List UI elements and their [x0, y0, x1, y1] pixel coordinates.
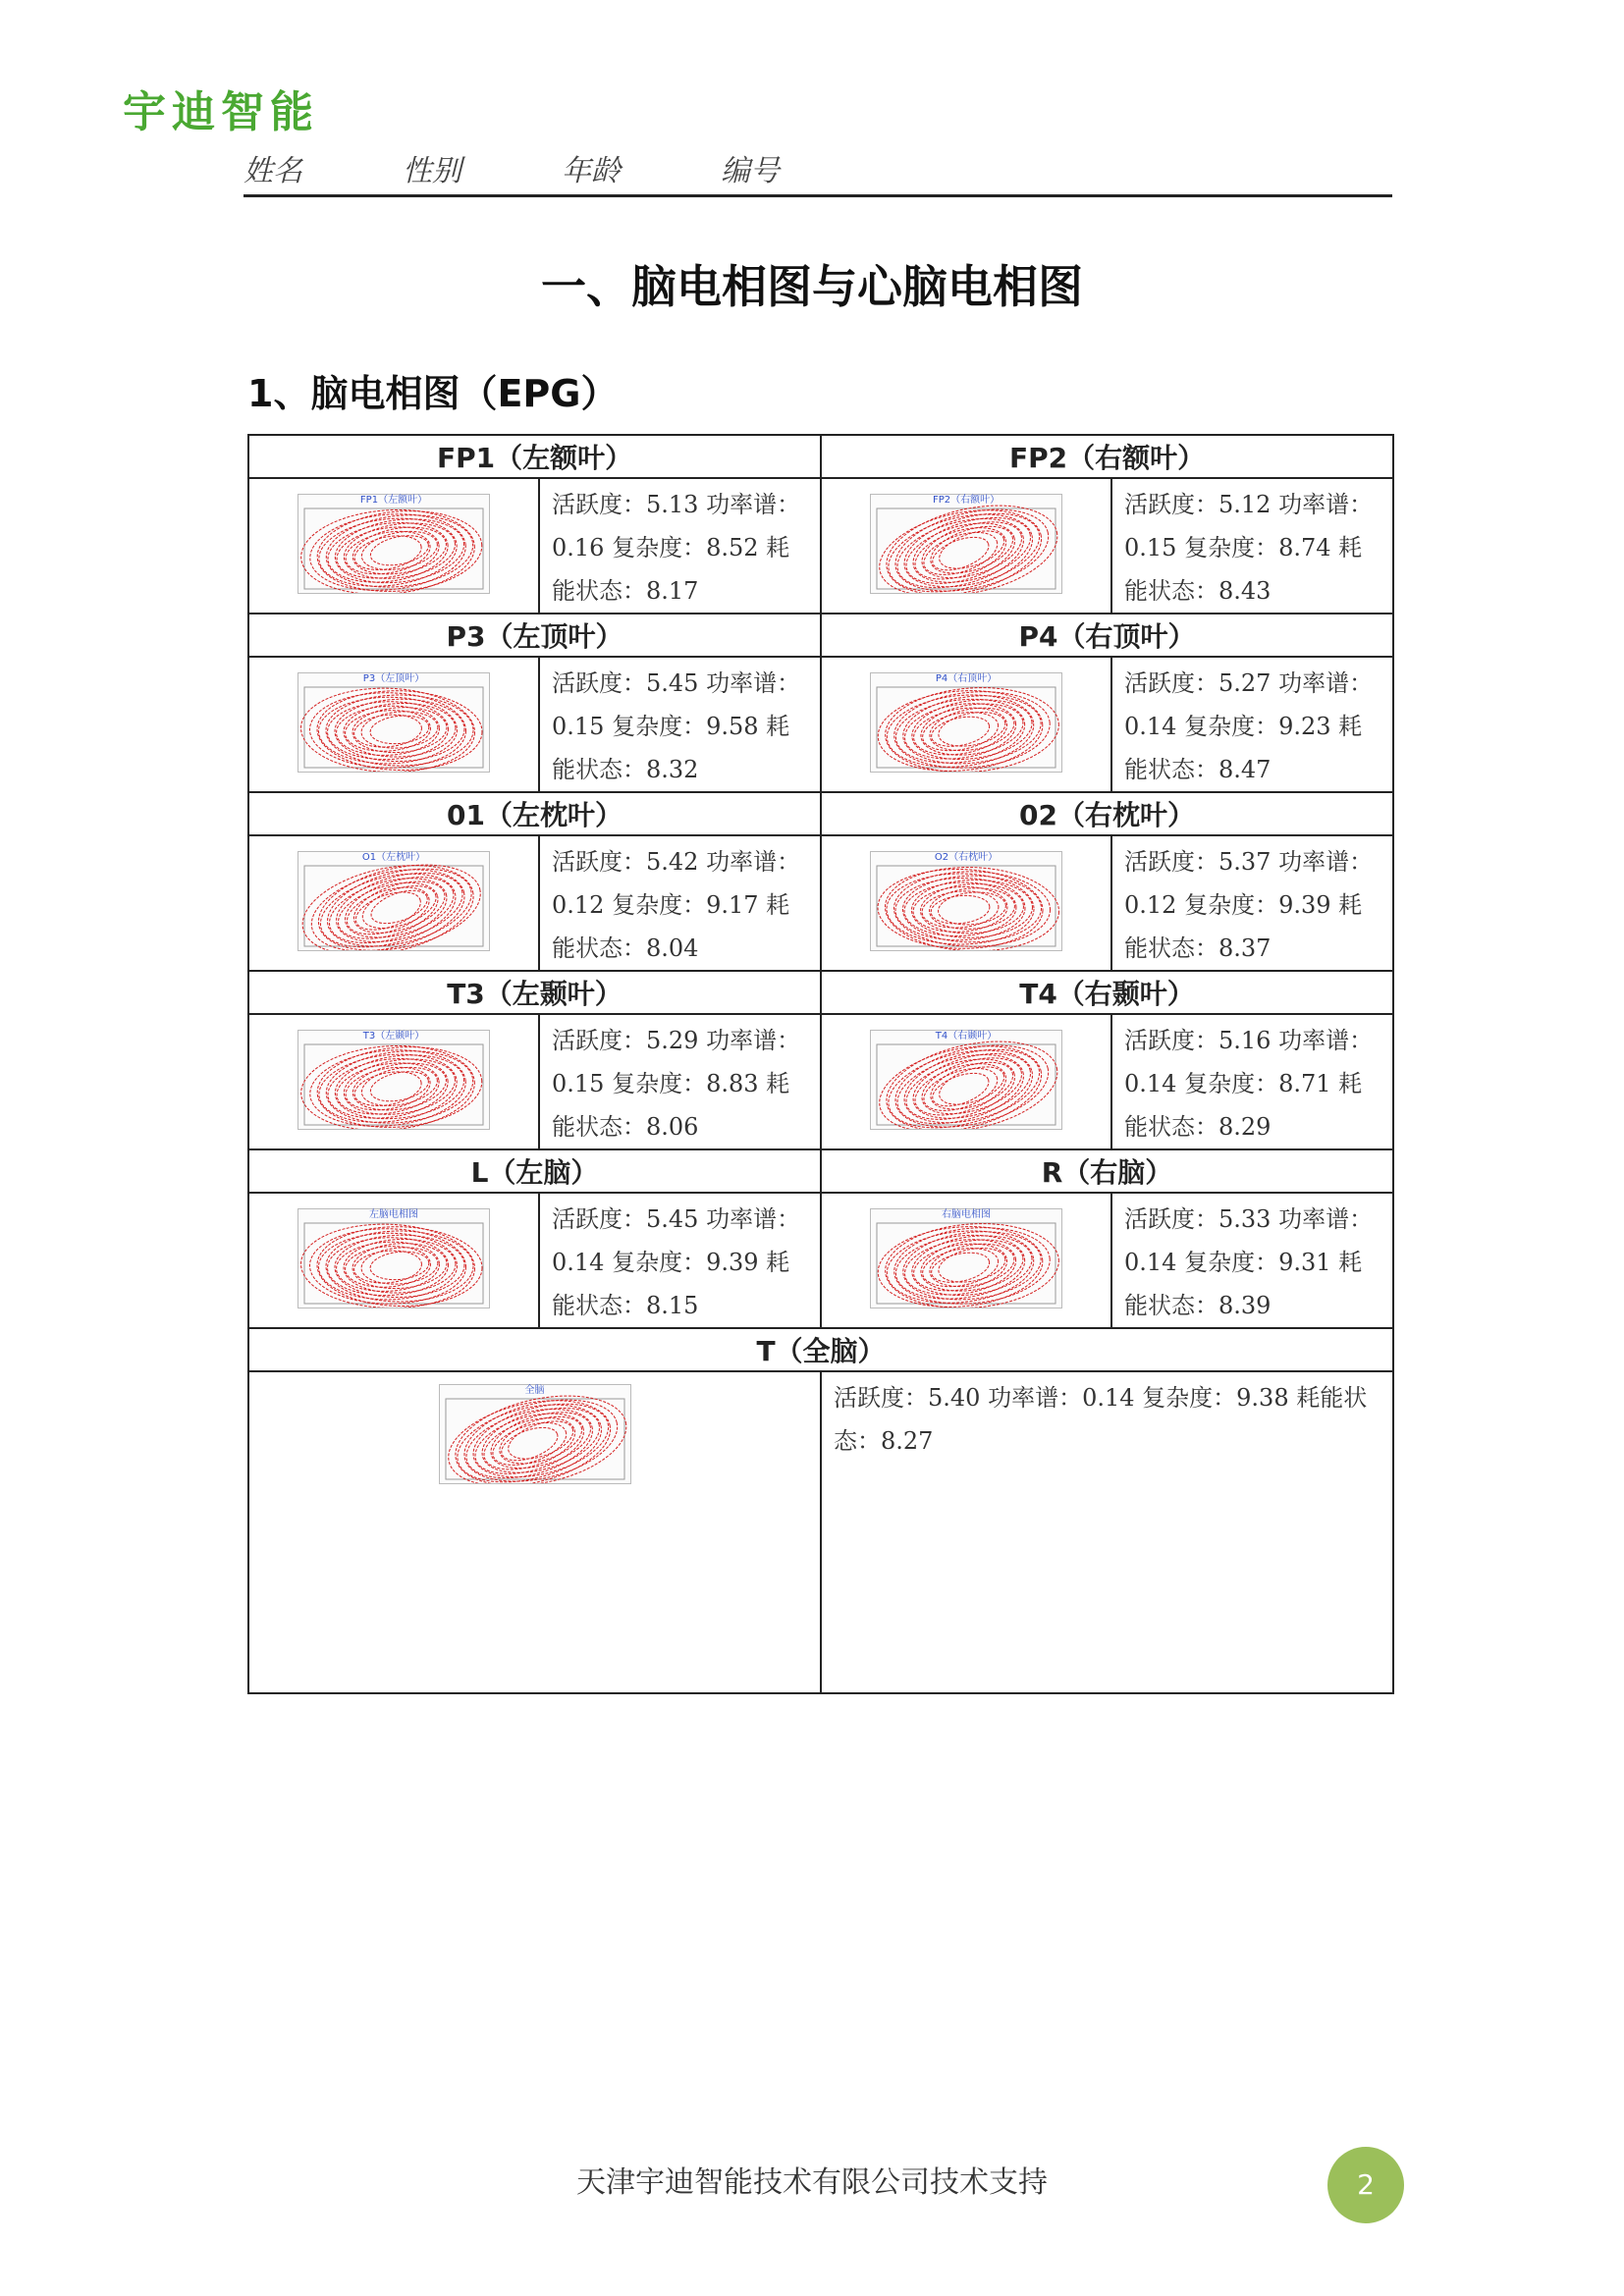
image-caption: O1（左枕叶） — [361, 852, 426, 863]
phase-portrait-image — [298, 494, 490, 594]
phase-portrait-image — [298, 1208, 490, 1308]
metrics-text: 活跃度：5.42 功率谱：0.12 复杂度：9.17 耗能状态：8.04 — [552, 848, 801, 962]
region-header-row — [248, 1149, 1393, 1193]
region-header-row — [248, 1328, 1393, 1371]
phase-portrait-image — [298, 672, 490, 773]
metrics-cell — [1111, 478, 1393, 614]
metrics-text: 活跃度：5.45 功率谱：0.14 复杂度：9.39 耗能状态：8.15 — [552, 1205, 801, 1319]
footer-text: 天津宇迪智能技术有限公司技术支持 — [576, 2165, 1048, 2200]
phase-portrait-plot — [871, 1209, 1061, 1308]
phase-portrait-image — [870, 1030, 1062, 1130]
phase-portrait-image — [298, 851, 490, 951]
metrics-text: 活跃度：5.13 功率谱：0.16 复杂度：8.52 耗能状态：8.17 — [552, 491, 801, 605]
region-header-row — [248, 435, 1393, 478]
age-label: 年龄 — [562, 154, 621, 188]
region-title: R（右脑） — [821, 1149, 1393, 1193]
region-header-row — [248, 792, 1393, 835]
metrics-text: 活跃度：5.27 功率谱：0.14 复杂度：9.23 耗能状态：8.47 — [1124, 669, 1374, 783]
image-caption: 右脑电相图 — [942, 1209, 992, 1220]
phase-portrait-image — [870, 494, 1062, 594]
metrics-text: 活跃度：5.37 功率谱：0.12 复杂度：9.39 耗能状态：8.37 — [1124, 848, 1374, 962]
metrics-cell — [539, 1193, 821, 1328]
region-title: 01（左枕叶） — [248, 792, 821, 835]
id-label: 编号 — [721, 154, 780, 188]
image-caption: O2（右枕叶） — [934, 852, 999, 863]
image-cell — [821, 657, 1111, 792]
metrics-cell — [821, 1371, 1393, 1693]
metrics-cell — [1111, 835, 1393, 971]
gender-label: 性别 — [403, 154, 461, 188]
region-title: T4（右颞叶） — [821, 971, 1393, 1014]
region-header-row — [248, 971, 1393, 1014]
region-title: FP2（右额叶） — [821, 435, 1393, 478]
region-header-row — [248, 614, 1393, 657]
phase-portrait-plot — [871, 1031, 1061, 1129]
metrics-cell — [539, 835, 821, 971]
region-content-row — [248, 478, 1393, 614]
image-caption: P3（左顶叶） — [362, 673, 425, 684]
image-cell — [821, 478, 1111, 614]
phase-portrait-plot — [871, 495, 1061, 593]
phase-portrait-plot — [871, 852, 1061, 950]
metrics-cell — [539, 1014, 821, 1149]
region-title: P4（右顶叶） — [821, 614, 1393, 657]
metrics-cell — [539, 478, 821, 614]
company-logo: 宇迪智能 — [123, 87, 319, 137]
image-cell — [248, 1193, 539, 1328]
metrics-text: 活跃度：5.40 功率谱：0.14 复杂度：9.38 耗能状态：8.27 — [834, 1384, 1368, 1455]
region-title: T（全脑） — [248, 1328, 1393, 1371]
phase-portrait-plot — [298, 673, 489, 772]
phase-portrait-plot — [298, 1031, 489, 1129]
image-cell — [248, 657, 539, 792]
phase-portrait-image — [870, 672, 1062, 773]
image-cell — [821, 835, 1111, 971]
patient-info-bar — [244, 147, 1392, 197]
name-label: 姓名 — [244, 154, 302, 188]
metrics-cell — [1111, 657, 1393, 792]
image-caption: P4（右顶叶） — [935, 673, 998, 684]
region-title: L（左脑） — [248, 1149, 821, 1193]
image-caption: FP2（右额叶） — [932, 495, 1001, 506]
metrics-text: 活跃度：5.16 功率谱：0.14 复杂度：8.71 耗能状态：8.29 — [1124, 1027, 1374, 1141]
phase-portrait-plot — [298, 1209, 489, 1308]
metrics-text: 活跃度：5.29 功率谱：0.15 复杂度：8.83 耗能状态：8.06 — [552, 1027, 801, 1141]
phase-portrait-image — [439, 1384, 631, 1484]
region-content-row — [248, 835, 1393, 971]
metrics-text: 活跃度：5.33 功率谱：0.14 复杂度：9.31 耗能状态：8.39 — [1124, 1205, 1374, 1319]
metrics-cell — [1111, 1193, 1393, 1328]
section-title: 1、脑电相图（EPG） — [247, 372, 619, 415]
metrics-text: 活跃度：5.45 功率谱：0.15 复杂度：9.58 耗能状态：8.32 — [552, 669, 801, 783]
region-title: P3（左顶叶） — [248, 614, 821, 657]
image-cell — [248, 478, 539, 614]
region-title: T3（左颞叶） — [248, 971, 821, 1014]
phase-portrait-plot — [298, 852, 489, 950]
metrics-cell — [539, 657, 821, 792]
image-caption: FP1（左额叶） — [359, 495, 428, 506]
image-caption: 左脑电相图 — [369, 1209, 418, 1220]
region-title: FP1（左额叶） — [248, 435, 821, 478]
image-cell — [248, 1371, 821, 1693]
image-cell — [821, 1014, 1111, 1149]
image-cell — [248, 835, 539, 971]
phase-portrait-plot — [871, 673, 1061, 772]
metrics-cell — [1111, 1014, 1393, 1149]
page-title: 一、脑电相图与心脑电相图 — [541, 260, 1083, 313]
image-caption: 全脑 — [524, 1385, 545, 1396]
region-title: 02（右枕叶） — [821, 792, 1393, 835]
phase-portrait-plot — [298, 495, 489, 593]
epg-table — [247, 434, 1394, 1694]
phase-portrait-image — [870, 1208, 1062, 1308]
image-cell — [821, 1193, 1111, 1328]
phase-portrait-plot — [440, 1385, 630, 1483]
metrics-text: 活跃度：5.12 功率谱：0.15 复杂度：8.74 耗能状态：8.43 — [1124, 491, 1374, 605]
region-content-row — [248, 1014, 1393, 1149]
phase-portrait-image — [870, 851, 1062, 951]
region-content-row — [248, 657, 1393, 792]
image-caption: T4（右颞叶） — [935, 1031, 998, 1041]
image-caption: T3（左颞叶） — [362, 1031, 425, 1041]
region-content-row — [248, 1193, 1393, 1328]
page-number: 2 — [1327, 2147, 1404, 2223]
phase-portrait-image — [298, 1030, 490, 1130]
image-cell — [248, 1014, 539, 1149]
total-content-row — [248, 1371, 1393, 1693]
